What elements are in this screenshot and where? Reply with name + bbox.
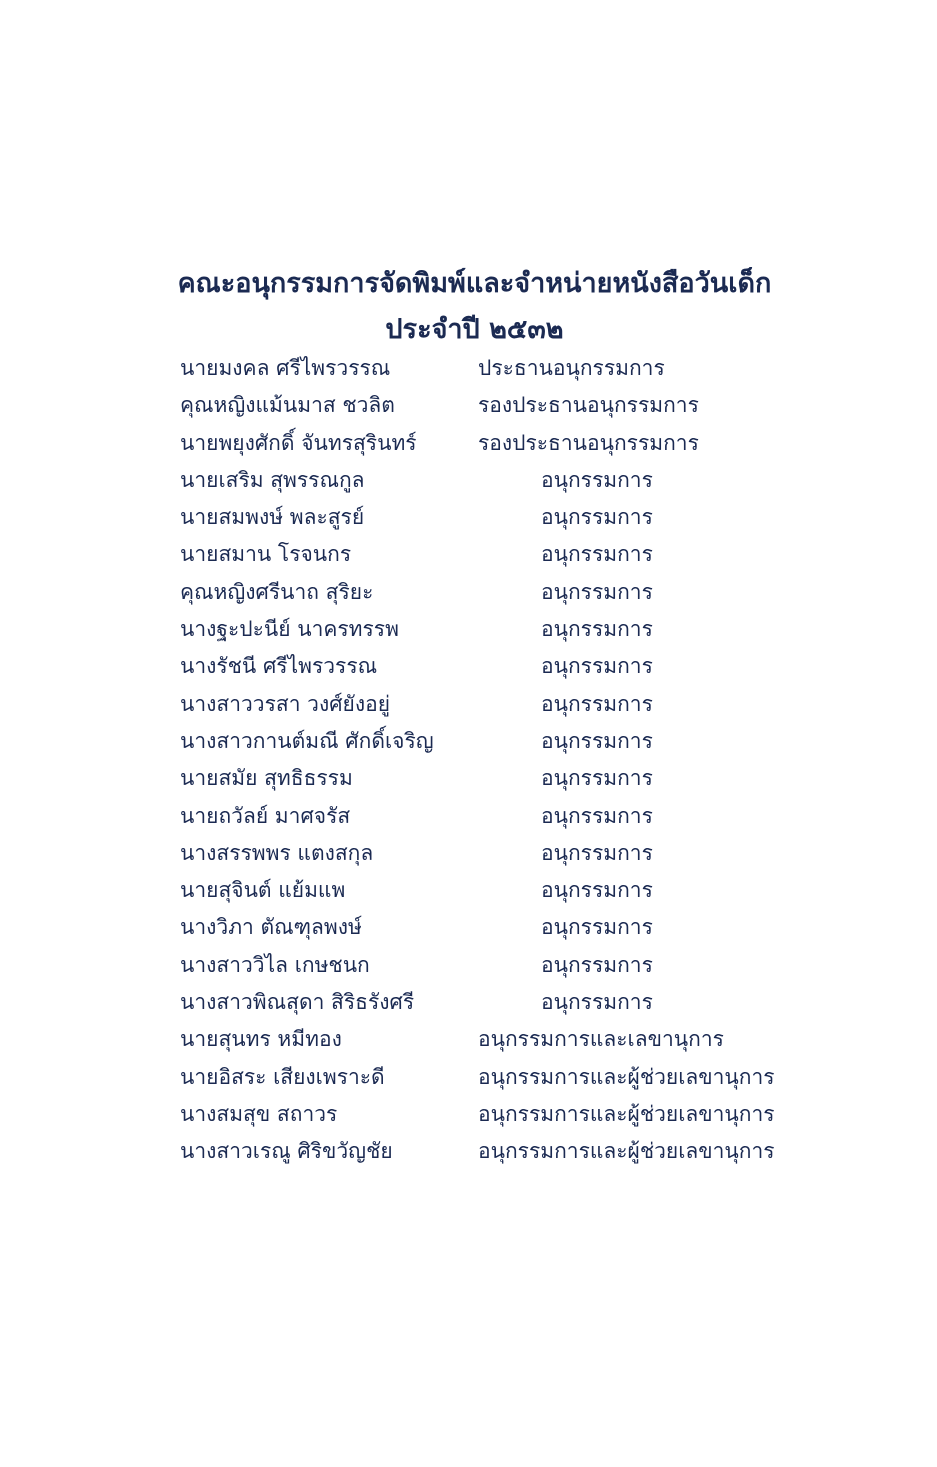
member-name: นางสาวกานต์มณี ศักดิ์เจริญ [180, 728, 434, 753]
member-name: นายมงคล ศรีไพรวรรณ [180, 356, 391, 380]
member-role: อนุกรรมการ [541, 952, 653, 977]
committee-member-row [0, 760, 937, 797]
member-role: อนุกรรมการ [541, 728, 653, 753]
member-name: นางรัชนี ศรีไพรวรรณ [180, 654, 378, 679]
member-role: อนุกรรมการ [541, 766, 653, 791]
member-name: นางสาววิไล เกษชนก [180, 952, 370, 977]
member-role: อนุกรรมการ [541, 654, 653, 679]
committee-member-row [0, 835, 937, 872]
member-role: ประธานอนุกรรมการ [478, 356, 665, 380]
member-name: นายสุนทร หมีทอง [180, 1027, 342, 1052]
member-role: อนุกรรมการ [541, 505, 653, 530]
member-role: อนุกรรมการ [541, 878, 653, 903]
member-role: อนุกรรมการ [541, 617, 653, 642]
committee-member-row [0, 648, 937, 685]
committee-member-row [0, 686, 937, 723]
committee-member-row [0, 536, 937, 573]
member-name: นางสาวพิณสุดา สิริธรังศรี [180, 990, 415, 1015]
member-name: นายถวัลย์ มาศจรัส [180, 803, 351, 828]
document-subtitle-year: ประจำปี ๒๕๓๒ [385, 314, 564, 345]
committee-member-list [0, 350, 937, 1171]
committee-member-row [0, 387, 937, 424]
document-title: คณะอนุกรรมการจัดพิมพ์และจำหน่ายหนังสือวันเด็ก [177, 268, 772, 299]
member-name: นายพยุงศักดิ์ จันทรสุรินทร์ [180, 430, 417, 455]
member-role: อนุกรรมการ [541, 579, 653, 604]
committee-member-row [0, 462, 937, 499]
member-name: นายสมัย สุทธิธรรม [180, 766, 353, 791]
member-name: นายสมาน โรจนกร [180, 542, 352, 567]
committee-member-row [0, 499, 937, 536]
member-role: รองประธานอนุกรรมการ [478, 393, 699, 418]
committee-member-row [0, 425, 937, 462]
member-name: คุณหญิงศรีนาถ สุริยะ [180, 579, 374, 604]
member-name: นายสุจินต์ แย้มแพ [180, 878, 346, 903]
member-name: นางสาวเรณู ศิริขวัญชัย [180, 1139, 393, 1164]
member-role: อนุกรรมการ [541, 803, 653, 828]
member-name: นางสรรพพร แตงสกุล [180, 840, 374, 865]
committee-member-row [0, 798, 937, 835]
committee-member-row [0, 947, 937, 984]
committee-member-row [0, 984, 937, 1021]
member-role: รองประธานอนุกรรมการ [478, 430, 699, 455]
committee-member-row [0, 350, 937, 387]
committee-member-row [0, 1133, 937, 1170]
member-role: อนุกรรมการและผู้ช่วยเลขานุการ [478, 1101, 775, 1126]
committee-member-row [0, 909, 937, 946]
committee-member-row [0, 1059, 937, 1096]
member-role: อนุกรรมการ [541, 840, 653, 865]
committee-member-row [0, 611, 937, 648]
member-role: อนุกรรมการ [541, 990, 653, 1015]
committee-member-row [0, 872, 937, 909]
member-role: อนุกรรมการและผู้ช่วยเลขานุการ [478, 1064, 775, 1089]
committee-member-row [0, 723, 937, 760]
member-name: นางสมสุข สถาวร [180, 1101, 338, 1126]
member-name: นายอิสระ เสียงเพราะดี [180, 1064, 385, 1089]
member-name: นางวิภา ตัณฑุลพงษ์ [180, 915, 362, 940]
committee-member-row [0, 1021, 937, 1058]
member-name: นายเสริม สุพรรณกูล [180, 467, 365, 492]
member-role: อนุกรรมการและเลขานุการ [478, 1027, 724, 1052]
member-name: นายสมพงษ์ พละสูรย์ [180, 505, 365, 530]
member-name: คุณหญิงแม้นมาส ชวลิต [180, 393, 395, 418]
member-role: อนุกรรมการ [541, 691, 653, 716]
member-name: นางสาววรสา วงศ์ยังอยู่ [180, 691, 391, 716]
member-role: อนุกรรมการ [541, 467, 653, 492]
member-role: อนุกรรมการ [541, 915, 653, 940]
member-role: อนุกรรมการและผู้ช่วยเลขานุการ [478, 1139, 775, 1164]
member-role: อนุกรรมการ [541, 542, 653, 567]
committee-member-row [0, 574, 937, 611]
committee-member-row [0, 1096, 937, 1133]
member-name: นางฐะปะนีย์ นาครทรรพ [180, 617, 399, 642]
